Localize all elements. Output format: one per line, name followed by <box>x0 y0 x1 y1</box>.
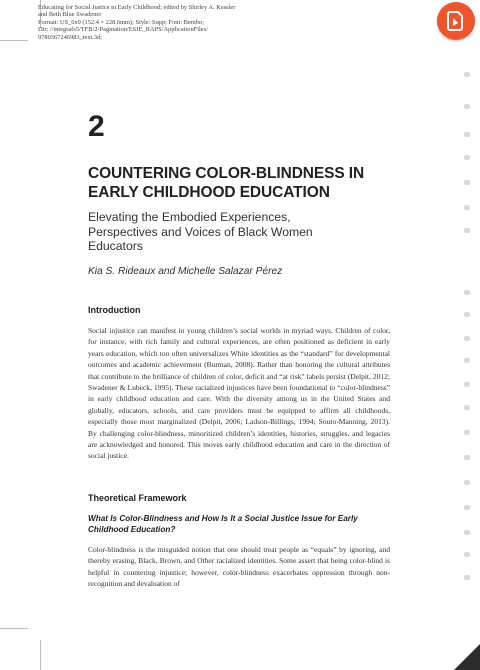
page-corner <box>454 644 480 670</box>
subsection-heading: What Is Color-Blindness and How Is It a Social Justice Issue for Early Childhood Education? <box>88 514 358 534</box>
chapter-authors: Kia S. Rideaux and Michelle Salazar Pérez <box>88 266 283 277</box>
bleed-mark <box>464 505 470 510</box>
bleed-mark <box>464 382 470 387</box>
crop-mark <box>0 628 28 629</box>
bleed-mark <box>464 205 470 210</box>
paragraph-introduction: Social injustice can manifest in young children’s social worlds in myriad ways. Children of color, for instance, with rich family and cultural experiences, are often positioned as deficient in early years education, which too often universalizes White identities as the “standard” for developmental outcomes and academic achievement (Burman, 2008). Rather than honoring the cultural attributes that contribute to the brilliance of children of color, deficit and “at risk” labels persist (Delpit, 2012; Swadener & Lubeck, 1995). These racialized injustices have been foundational to “color-blindness” in early childhood education and care. With the diversity among us in the United States and globally, educators, schools, and care providers must be equipped to affirm all childhoods, especially those most marginalized (Delpit, 2006; Ladson-Billings, 1994; Souto-Manning, 2013). By challenging color-blindness, minoritized children’s identities, histories, struggles, and legacies are acknowledged and honored. This moves early childhood education and care in the direction of social justice. <box>88 326 390 461</box>
pdf-badge[interactable] <box>424 0 480 56</box>
metadata-line: 9780367246983_text.3d; <box>38 33 103 41</box>
bleed-mark <box>464 104 470 109</box>
bleed-mark <box>464 455 470 460</box>
metadata-line: and Beth Blue Swadener <box>38 11 102 19</box>
bleed-mark <box>464 132 470 137</box>
crop-mark <box>0 40 28 41</box>
metadata-line: Dir: //integrafs5/TFB/2-Pagination/ESJE_RAPS/ApplicationFiles/ <box>38 26 208 34</box>
chapter-subtitle: Elevating the Embodied Experiences, Perspectives and Voices of Black Women Educators <box>88 210 313 253</box>
bleed-mark <box>464 552 470 557</box>
print-metadata <box>38 4 298 41</box>
bleed-mark <box>464 575 470 580</box>
bleed-mark <box>464 358 470 363</box>
bleed-mark <box>464 155 470 160</box>
chapter-title: COUNTERING COLOR-BLINDNESS IN EARLY CHILDHOOD EDUCATION <box>88 165 365 201</box>
metadata-line: Educating for Social Justice in Early Childhood; edited by Shirley A. Kessler <box>38 4 236 11</box>
bleed-mark <box>464 290 470 295</box>
bleed-mark <box>464 530 470 535</box>
metadata-line: Format: US_6x9 (152.4 × 228.6mm); Style: Supp; Font: Bembo; <box>38 18 204 26</box>
bleed-mark <box>464 480 470 485</box>
bleed-mark <box>464 430 470 435</box>
bleed-mark <box>464 405 470 410</box>
chapter-number: 2 <box>88 110 105 143</box>
bleed-mark <box>464 312 470 317</box>
section-heading-introduction: Introduction <box>88 305 141 315</box>
bleed-mark <box>464 72 470 77</box>
paragraph-color-blindness: Color-blindness is the misguided notion that one should treat people as “equals” by ignoring, and thereby erasing, Black, Brown, and Other racialized identities. Some assert that being color-blind is helpful in countering injustice; however, color-blindness exacerbates oppression through non-recognition and devaluation of <box>88 545 390 589</box>
crop-mark <box>40 640 41 670</box>
bleed-mark <box>464 336 470 341</box>
section-heading-theoretical-framework: Theoretical Framework <box>88 493 187 503</box>
document-icon[interactable] <box>437 2 475 40</box>
bleed-mark <box>464 180 470 185</box>
bleed-mark <box>464 228 470 233</box>
